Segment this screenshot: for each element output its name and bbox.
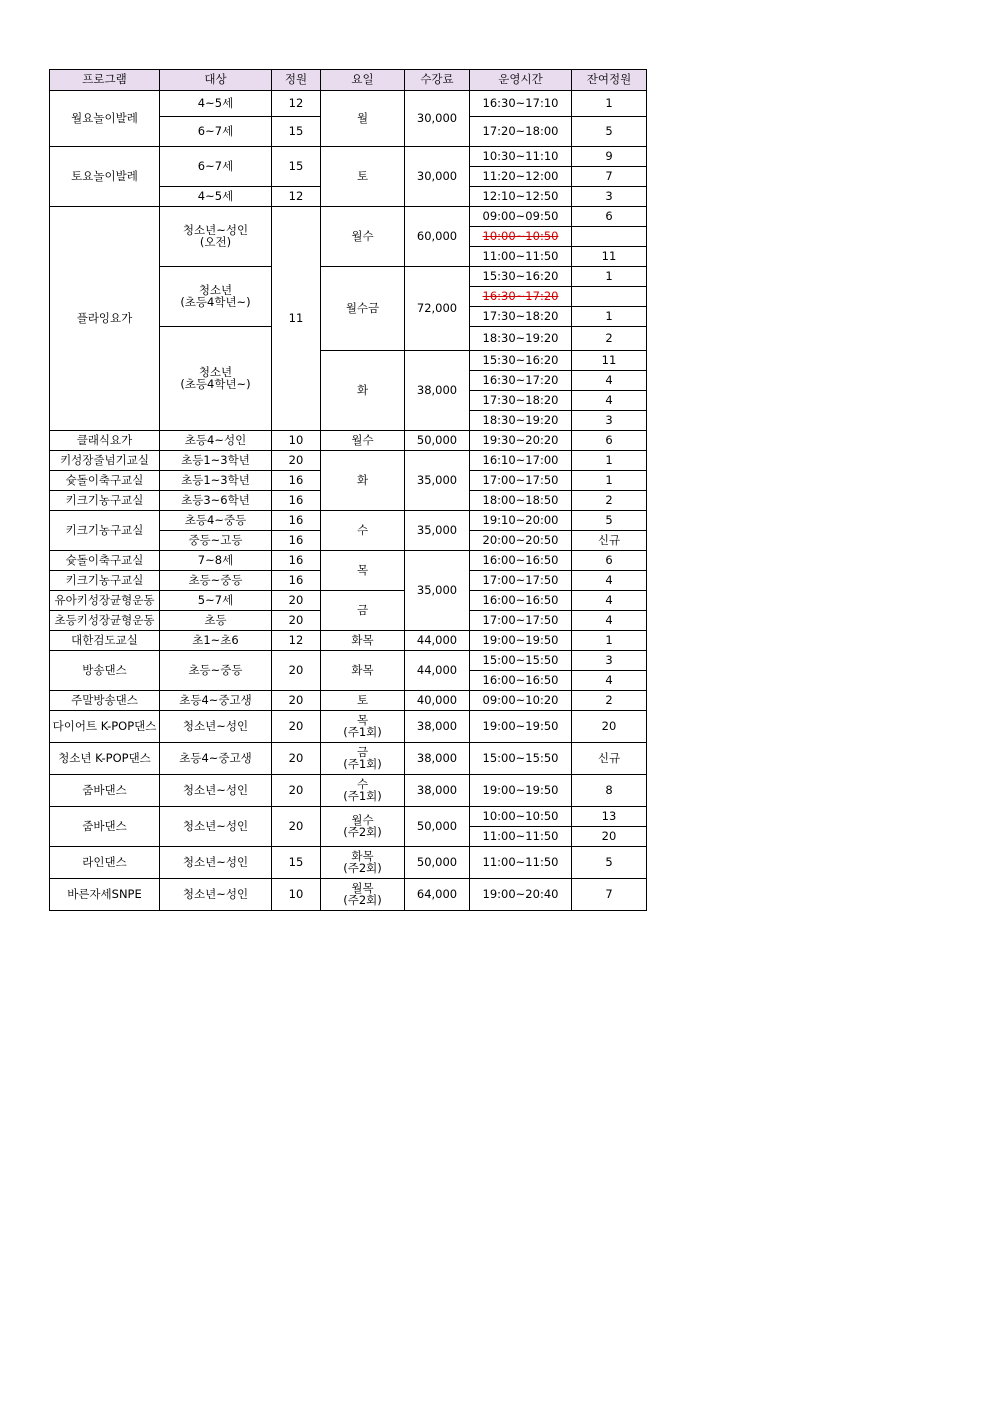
table-cell: 11 [272,207,321,431]
table-cell: 토요놀이발레 [50,147,160,207]
table-cell: 초등4~중고생 [160,691,272,711]
table-cell: 10:00~10:50 [470,227,572,247]
table-cell: 키크기농구교실 [50,571,160,591]
table-cell: 9 [572,147,647,167]
table-cell: 19:30~20:20 [470,431,572,451]
table-cell: 4 [572,591,647,611]
table-cell: 월 [321,91,405,147]
table-cell: 16:00~16:50 [470,591,572,611]
table-cell: 17:00~17:50 [470,611,572,631]
table-cell: 주말방송댄스 [50,691,160,711]
table-cell: 1 [572,471,647,491]
table-cell: 11 [572,247,647,267]
table-cell: 15 [272,117,321,147]
table-cell: 청소년 K-POP댄스 [50,743,160,775]
table-cell: 2 [572,491,647,511]
table-cell: 20 [272,743,321,775]
header-row [50,70,647,91]
table-cell: 4 [572,671,647,691]
table-cell: 20 [272,451,321,471]
table-row [50,451,647,471]
table-cell: 10 [272,879,321,911]
table-cell: 38,000 [405,743,470,775]
table-cell: 17:20~18:00 [470,117,572,147]
table-cell: 초등~중등 [160,571,272,591]
table-cell: 20 [272,651,321,691]
table-cell: 20 [272,775,321,807]
table-cell: 수 [321,511,405,551]
table-cell: 38,000 [405,351,470,431]
header-capacity: 정원 [272,70,321,91]
table-cell: 20 [272,591,321,611]
table-cell: 11 [572,351,647,371]
header-time: 운영시간 [470,70,572,91]
table-cell: 50,000 [405,431,470,451]
table-cell: 1 [572,451,647,471]
table-cell: 60,000 [405,207,470,267]
table-row [50,207,647,227]
table-cell: 10:00~10:50 [470,807,572,827]
table-cell: 35,000 [405,511,470,551]
table-cell: 15:00~15:50 [470,743,572,775]
table-cell: 초등3~6학년 [160,491,272,511]
table-row [50,591,647,611]
table-cell: 월요놀이발레 [50,91,160,147]
table-row [50,147,647,167]
table-cell: 3 [572,187,647,207]
table-cell: 10 [272,431,321,451]
table-cell: 줌바댄스 [50,775,160,807]
table-cell: 금 (주1회) [321,743,405,775]
table-cell: 월수 [321,207,405,267]
table-cell: 17:30~18:20 [470,391,572,411]
table-cell: 16 [272,491,321,511]
table-cell: 월수 [321,431,405,451]
header-target: 대상 [160,70,272,91]
table-cell: 20 [572,827,647,847]
table-cell: 키크기농구교실 [50,511,160,551]
table-cell: 1 [572,307,647,327]
table-row [50,91,647,117]
table-cell: 15:30~16:20 [470,267,572,287]
table-cell: 대한검도교실 [50,631,160,651]
table-cell: 월수 (주2회) [321,807,405,847]
table-cell: 키성장줄넘기교실 [50,451,160,471]
table-cell: 38,000 [405,775,470,807]
table-cell: 초등~중등 [160,651,272,691]
table-cell: 청소년~성인 (오전) [160,207,272,267]
table-cell: 클래식요가 [50,431,160,451]
table-cell: 월목 (주2회) [321,879,405,911]
table-cell: 15:00~15:50 [470,651,572,671]
table-cell: 20 [272,691,321,711]
table-cell: 4 [572,371,647,391]
table-cell: 7 [572,879,647,911]
table-cell: 19:10~20:00 [470,511,572,531]
table-cell: 청소년~성인 [160,711,272,743]
table-row [50,431,647,451]
table-row [50,807,647,827]
table-row [50,691,647,711]
table-cell: 5~7세 [160,591,272,611]
table-cell: 토 [321,147,405,207]
table-row [50,879,647,911]
table-cell: 청소년 (초등4학년~) [160,267,272,327]
table-cell: 줌바댄스 [50,807,160,847]
table-cell: 15 [272,147,321,187]
table-cell: 16 [272,471,321,491]
table-cell: 19:00~20:40 [470,879,572,911]
table-row [50,511,647,531]
table-cell: 1 [572,91,647,117]
table-cell: 5 [572,117,647,147]
table-cell: 4~5세 [160,187,272,207]
table-cell: 키크기농구교실 [50,491,160,511]
table-cell: 7~8세 [160,551,272,571]
table-cell: 청소년~성인 [160,807,272,847]
table-row [50,551,647,571]
table-cell: 초등4~중고생 [160,743,272,775]
header-fee: 수강료 [405,70,470,91]
table-cell: 중등~고등 [160,531,272,551]
table-cell: 6 [572,551,647,571]
table-cell: 16:30~17:10 [470,91,572,117]
table-cell: 6 [572,431,647,451]
table-cell: 17:00~17:50 [470,471,572,491]
table-cell: 35,000 [405,451,470,511]
header-day: 요일 [321,70,405,91]
table-cell: 30,000 [405,147,470,207]
table-cell: 12 [272,91,321,117]
table-cell: 12 [272,631,321,651]
table-cell: 5 [572,511,647,531]
table-cell: 라인댄스 [50,847,160,879]
table-cell: 15 [272,847,321,879]
table-cell: 초1~초6 [160,631,272,651]
table-cell: 5 [572,847,647,879]
table-cell: 화 [321,351,405,431]
table-cell: 2 [572,327,647,351]
table-cell: 16:00~16:50 [470,671,572,691]
table-cell: 16 [272,571,321,591]
table-cell: 4~5세 [160,91,272,117]
table-cell: 50,000 [405,807,470,847]
table-cell: 16 [272,551,321,571]
table-cell: 20 [272,711,321,743]
table-cell: 13 [572,807,647,827]
table-cell: 19:00~19:50 [470,775,572,807]
table-cell: 6~7세 [160,117,272,147]
table-cell: 7 [572,167,647,187]
table-cell: 16 [272,531,321,551]
header-program: 프로그램 [50,70,160,91]
table-cell: 초등키성장균형운동 [50,611,160,631]
table-cell: 플라잉요가 [50,207,160,431]
table-cell: 15:30~16:20 [470,351,572,371]
table-cell: 20 [272,807,321,847]
table-row [50,651,647,671]
table-cell: 35,000 [405,551,470,631]
table-row [50,743,647,775]
table-cell: 수 (주1회) [321,775,405,807]
table-cell: 1 [572,631,647,651]
table-cell: 09:00~10:20 [470,691,572,711]
table-cell: 20 [572,711,647,743]
table-cell: 토 [321,691,405,711]
table-cell: 2 [572,691,647,711]
table-cell: 4 [572,571,647,591]
table-cell: 4 [572,391,647,411]
class-schedule-table [49,69,647,911]
table-cell: 19:00~19:50 [470,631,572,651]
table-cell: 44,000 [405,631,470,651]
table-cell: 슛돌이축구교실 [50,471,160,491]
table-cell: 16:30~17:20 [470,371,572,391]
table-cell: 19:00~19:50 [470,711,572,743]
table-cell: 20 [272,611,321,631]
table-cell: 18:30~19:20 [470,411,572,431]
table-cell: 1 [572,267,647,287]
table-cell: 3 [572,651,647,671]
table-cell: 6~7세 [160,147,272,187]
table-cell: 청소년~성인 [160,879,272,911]
table-cell: 금 [321,591,405,631]
table-cell: 12 [272,187,321,207]
table-cell: 4 [572,611,647,631]
table-cell: 6 [572,207,647,227]
table-cell: 64,000 [405,879,470,911]
table-cell: 목 [321,551,405,591]
table-cell [572,227,647,247]
table-cell: 11:00~11:50 [470,247,572,267]
table-cell: 초등4~중등 [160,511,272,531]
table-cell: 11:00~11:50 [470,847,572,879]
table-cell: 청소년~성인 [160,847,272,879]
table-cell: 72,000 [405,267,470,351]
table-cell: 바른자세SNPE [50,879,160,911]
table-cell: 40,000 [405,691,470,711]
table-cell: 16 [272,511,321,531]
table-cell: 화목 [321,651,405,691]
table-cell: 16:00~16:50 [470,551,572,571]
table-cell [572,287,647,307]
table-cell: 16:10~17:00 [470,451,572,471]
table-cell: 11:00~11:50 [470,827,572,847]
table-cell: 슛돌이축구교실 [50,551,160,571]
table-cell: 11:20~12:00 [470,167,572,187]
table-cell: 3 [572,411,647,431]
table-cell: 17:30~18:20 [470,307,572,327]
table-cell: 신규 [572,743,647,775]
table-row [50,711,647,743]
header-remaining: 잔여정원 [572,70,647,91]
table-cell: 17:00~17:50 [470,571,572,591]
table-cell: 50,000 [405,847,470,879]
table-cell: 화목 [321,631,405,651]
table-cell: 초등1~3학년 [160,451,272,471]
table-row [50,847,647,879]
table-cell: 화목 (주2회) [321,847,405,879]
table-cell: 목 (주1회) [321,711,405,743]
table-cell: 09:00~09:50 [470,207,572,227]
table-cell: 다이어트 K-POP댄스 [50,711,160,743]
table-cell: 신규 [572,531,647,551]
table-row [50,631,647,651]
table-cell: 초등 [160,611,272,631]
table-cell: 청소년~성인 [160,775,272,807]
table-cell: 20:00~20:50 [470,531,572,551]
table-row [50,775,647,807]
table-cell: 초등1~3학년 [160,471,272,491]
table-cell: 30,000 [405,91,470,147]
table-cell: 유아키성장균형운동 [50,591,160,611]
table-cell: 방송댄스 [50,651,160,691]
table-cell: 18:00~18:50 [470,491,572,511]
table-cell: 청소년 (초등4학년~) [160,327,272,431]
schedule-body [50,91,647,911]
table-cell: 44,000 [405,651,470,691]
table-cell: 화 [321,451,405,511]
table-cell: 초등4~성인 [160,431,272,451]
table-cell: 38,000 [405,711,470,743]
table-cell: 월수금 [321,267,405,351]
table-cell: 16:30~17:20 [470,287,572,307]
table-cell: 12:10~12:50 [470,187,572,207]
table-cell: 10:30~11:10 [470,147,572,167]
table-cell: 8 [572,775,647,807]
table-cell: 18:30~19:20 [470,327,572,351]
